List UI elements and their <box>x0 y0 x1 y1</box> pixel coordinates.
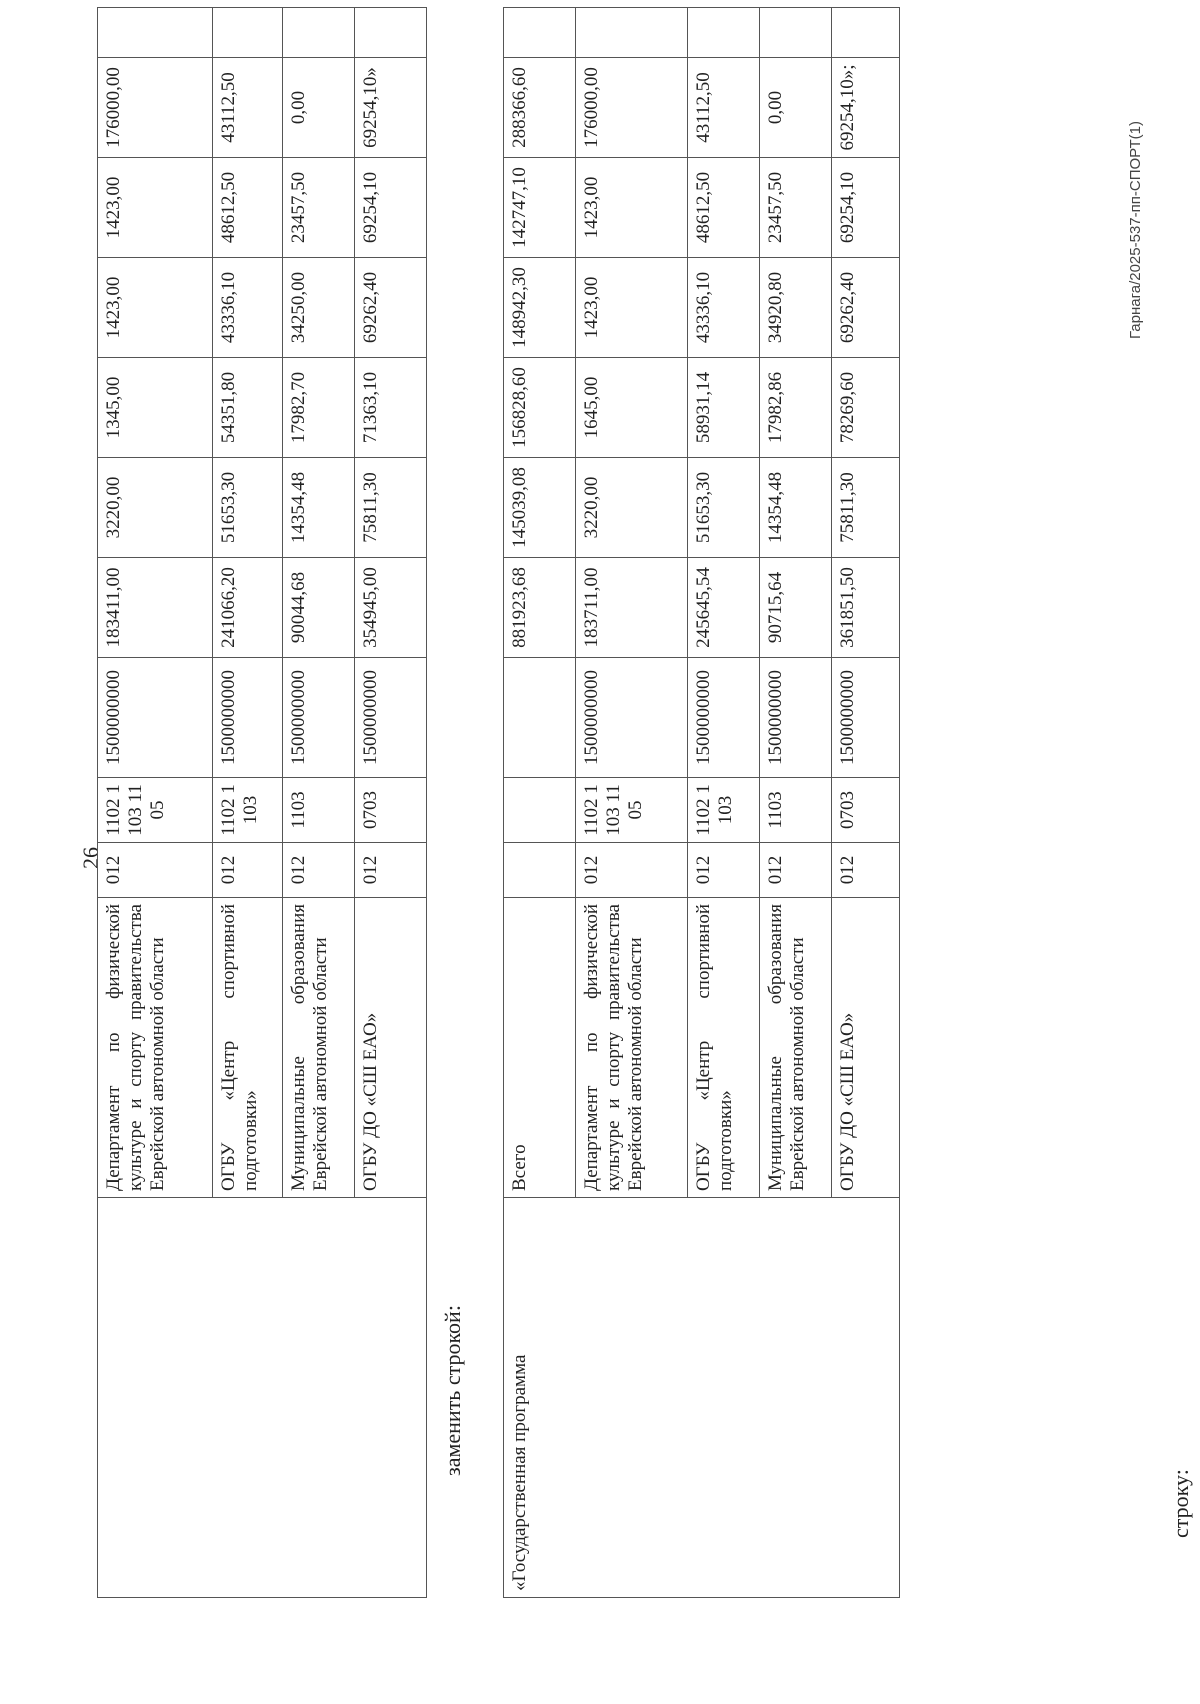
cell-executor: ОГБУ «Центр спортивной подготовки» <box>688 898 760 1198</box>
cell-empty <box>688 8 760 58</box>
cell-year-3: 34250,00 <box>283 258 355 358</box>
cell-grbs: 012 <box>576 843 688 898</box>
cell-year-1: 51653,30 <box>213 458 283 558</box>
cell-year-3: 148942,30 <box>504 258 576 358</box>
cell-year-4: 23457,50 <box>760 158 832 258</box>
cell-executor: Всего <box>504 898 576 1198</box>
cell-rzpr: 1102 1103 <box>213 778 283 843</box>
cell-year-5: 288366,60 <box>504 58 576 158</box>
cell-rzpr: 1102 1103 1105 <box>98 778 213 843</box>
cell-year-2: 58931,14 <box>688 358 760 458</box>
cell-empty <box>504 8 576 58</box>
cell-year-2: 54351,80 <box>213 358 283 458</box>
cell-year-4: 142747,10 <box>504 158 576 258</box>
cell-empty <box>832 8 900 58</box>
cell-year-3: 69262,40 <box>355 258 427 358</box>
cell-year-1: 3220,00 <box>576 458 688 558</box>
cell-year-2: 71363,10 <box>355 358 427 458</box>
cell-year-2: 17982,86 <box>760 358 832 458</box>
cell-year-5: 176000,00 <box>576 58 688 158</box>
cell-year-1: 3220,00 <box>98 458 213 558</box>
cell-csr <box>504 658 576 778</box>
cell-year-4: 48612,50 <box>688 158 760 258</box>
cell-program-name: «Государственная программа <box>504 1198 900 1598</box>
cell-total: 90044,68 <box>283 558 355 658</box>
cell-executor: ОГБУ «Центр спортивной подготовки» <box>213 898 283 1198</box>
cell-csr: 1500000000 <box>355 658 427 778</box>
cell-executor: Муниципальные образования Еврейской автономной области <box>283 898 355 1198</box>
cell-grbs: 012 <box>98 843 213 898</box>
cell-year-2: 1345,00 <box>98 358 213 458</box>
cell-grbs: 012 <box>283 843 355 898</box>
cell-rzpr: 0703 <box>355 778 427 843</box>
cell-executor: Департамент по физической культуре и спорту правительства Еврейской автономной области <box>98 898 213 1198</box>
cell-year-5: 43112,50 <box>688 58 760 158</box>
cell-year-1: 51653,30 <box>688 458 760 558</box>
cell-executor: Департамент по физической культуре и спорту правительства Еврейской автономной области <box>576 898 688 1198</box>
cell-csr: 1500000000 <box>576 658 688 778</box>
cell-empty <box>213 8 283 58</box>
cell-year-5: 0,00 <box>760 58 832 158</box>
cell-year-4: 48612,50 <box>213 158 283 258</box>
cell-csr: 1500000000 <box>832 658 900 778</box>
cell-year-3: 69262,40 <box>832 258 900 358</box>
cell-rzpr: 1103 <box>760 778 832 843</box>
cell-year-4: 69254,10 <box>355 158 427 258</box>
cell-year-5: 0,00 <box>283 58 355 158</box>
cell-year-1: 14354,48 <box>760 458 832 558</box>
cell-year-2: 156828,60 <box>504 358 576 458</box>
cell-total: 90715,64 <box>760 558 832 658</box>
cell-year-5: 69254,10»; <box>832 58 900 158</box>
cell-empty <box>576 8 688 58</box>
replace-with-row-caption: заменить строкой: <box>440 1305 465 1476</box>
cell-year-3: 34920,80 <box>760 258 832 358</box>
cell-year-1: 75811,30 <box>355 458 427 558</box>
document-footer-code: Гарнага/2025-537-пп-СПОРТ(1) <box>1127 121 1144 339</box>
cell-year-1: 14354,48 <box>283 458 355 558</box>
cell-total: 183411,00 <box>98 558 213 658</box>
cell-year-3: 1423,00 <box>98 258 213 358</box>
cell-year-2: 1645,00 <box>576 358 688 458</box>
table-cell-program <box>98 1198 427 1598</box>
cell-csr: 1500000000 <box>98 658 213 778</box>
cell-rzpr <box>504 778 576 843</box>
cell-total: 354945,00 <box>355 558 427 658</box>
cell-csr: 1500000000 <box>760 658 832 778</box>
cell-year-2: 78269,60 <box>832 358 900 458</box>
cell-rzpr: 1103 <box>283 778 355 843</box>
cell-grbs: 012 <box>213 843 283 898</box>
cell-year-3: 43336,10 <box>213 258 283 358</box>
cell-csr: 1500000000 <box>688 658 760 778</box>
cell-year-5: 176000,00 <box>98 58 213 158</box>
cell-rzpr: 1102 1103 <box>688 778 760 843</box>
table-row <box>98 8 213 1598</box>
cell-grbs <box>504 843 576 898</box>
cell-total: 183711,00 <box>576 558 688 658</box>
cell-year-4: 1423,00 <box>98 158 213 258</box>
cell-year-5: 69254,10» <box>355 58 427 158</box>
table-row <box>504 8 576 1598</box>
cell-empty <box>98 8 213 58</box>
cell-year-3: 1423,00 <box>576 258 688 358</box>
cell-grbs: 012 <box>832 843 900 898</box>
cell-total: 241066,20 <box>213 558 283 658</box>
cell-total: 881923,68 <box>504 558 576 658</box>
replace-line-caption: строку: <box>1168 1469 1193 1538</box>
budget-table-old <box>97 7 427 1598</box>
cell-year-1: 145039,08 <box>504 458 576 558</box>
cell-empty <box>760 8 832 58</box>
cell-year-4: 69254,10 <box>832 158 900 258</box>
cell-csr: 1500000000 <box>213 658 283 778</box>
cell-year-1: 75811,30 <box>832 458 900 558</box>
cell-executor: Муниципальные образования Еврейской автономной области <box>760 898 832 1198</box>
cell-executor: ОГБУ ДО «СШ ЕАО» <box>355 898 427 1198</box>
cell-year-4: 23457,50 <box>283 158 355 258</box>
cell-total: 361851,50 <box>832 558 900 658</box>
cell-empty <box>283 8 355 58</box>
cell-empty <box>355 8 427 58</box>
cell-year-5: 43112,50 <box>213 58 283 158</box>
cell-rzpr: 0703 <box>832 778 900 843</box>
cell-total: 245645,54 <box>688 558 760 658</box>
budget-table-new <box>503 7 900 1598</box>
cell-grbs: 012 <box>760 843 832 898</box>
cell-csr: 1500000000 <box>283 658 355 778</box>
cell-year-2: 17982,70 <box>283 358 355 458</box>
cell-year-4: 1423,00 <box>576 158 688 258</box>
cell-year-3: 43336,10 <box>688 258 760 358</box>
cell-grbs: 012 <box>688 843 760 898</box>
cell-executor: ОГБУ ДО «СШ ЕАО» <box>832 898 900 1198</box>
cell-grbs: 012 <box>355 843 427 898</box>
cell-rzpr: 1102 1103 1105 <box>576 778 688 843</box>
page-number: 26 <box>78 847 103 869</box>
